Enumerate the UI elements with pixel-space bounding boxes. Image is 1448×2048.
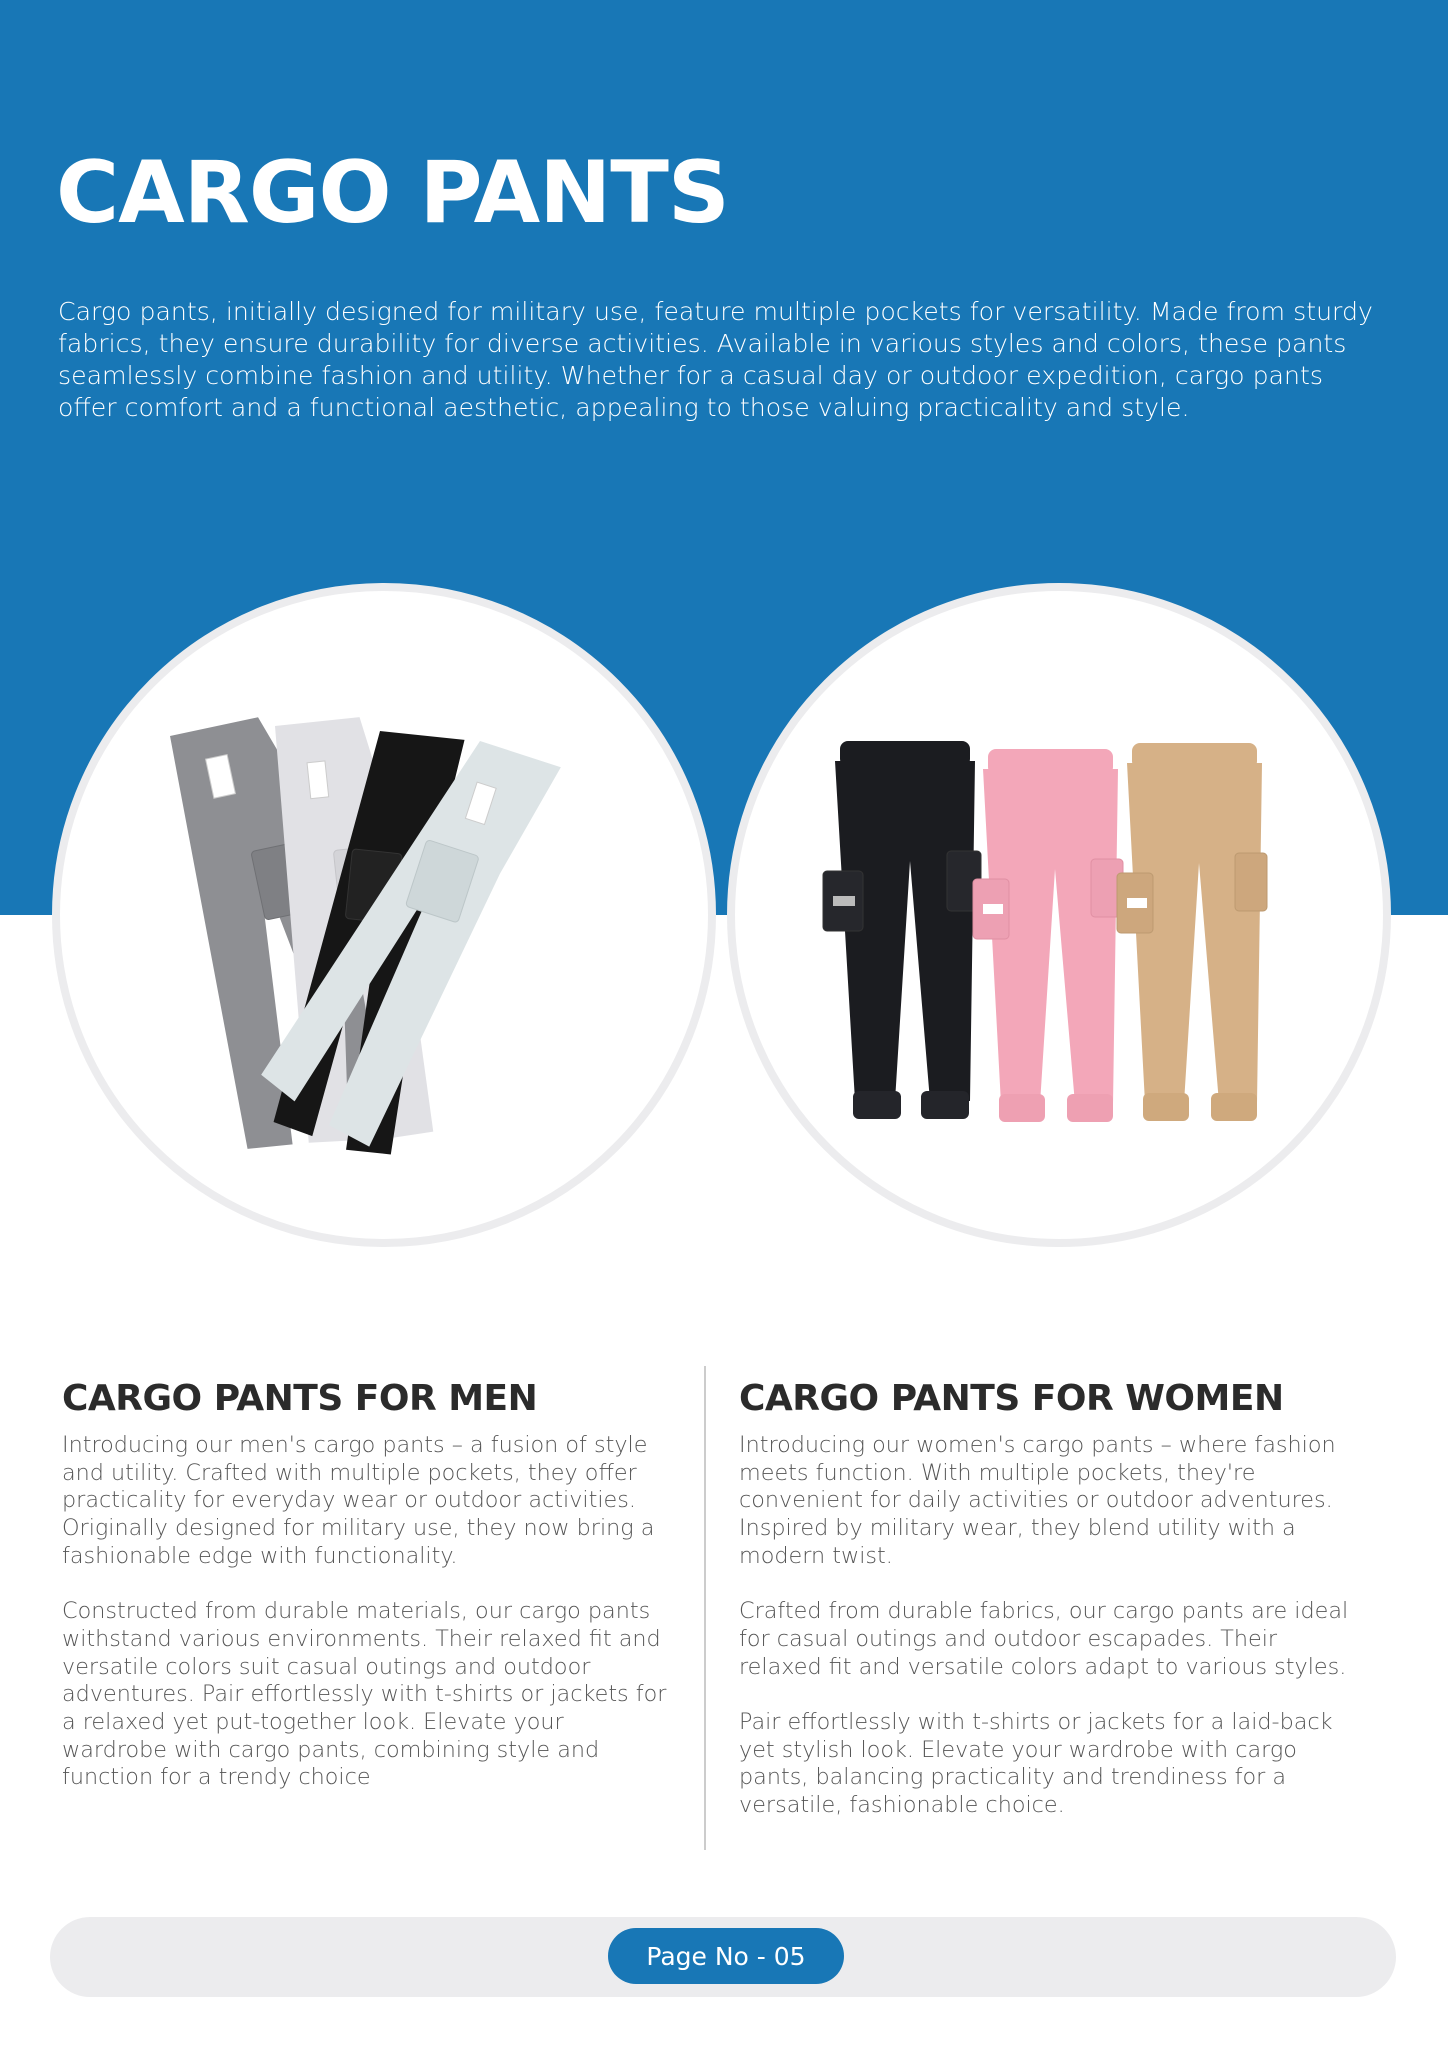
men-cargo-pants-photo-icon (60, 591, 708, 1239)
women-pant-black (823, 741, 981, 1119)
page-number-badge[interactable]: Page No - 05 (608, 1928, 844, 1984)
women-cargo-pants-image (727, 583, 1391, 1247)
women-cargo-pants-photo-icon (735, 591, 1383, 1239)
column-divider (704, 1366, 706, 1850)
women-section-body (739, 1432, 1359, 1848)
women-pant-pink (973, 749, 1123, 1122)
men-paragraph-2: Constructed from durable materials, our cargo pants withstand various environments. Their relaxed fit and versatile colors suit casual outings and outdoor adventures. Pair effortlessly with t-shirts or jackets for a relaxed yet put-together look. Elevate your wardrobe with cargo pants, combining style and function for a trendy choice (62, 1598, 667, 1791)
page-title: CARGO PANTS (56, 143, 729, 243)
women-pant-beige (1117, 743, 1267, 1121)
intro-paragraph: Cargo pants, initially designed for military use, feature multiple pockets for versatility. Made from sturdy fabrics, they ensure durability for diverse activities. Available in various styles and colors, these pants seamlessly combine fashion and utility. Whether for a casual day or outdoor expedition, cargo pants offer comfort and a functional aesthetic, appealing to those valuing practicality and style. (58, 297, 1373, 422)
women-paragraph-3: Pair effortlessly with t-shirts or jackets for a laid-back yet stylish look. Elevate your wardrobe with cargo pants, balancing practicality and trendiness for a versatile, fashionable choice. (739, 1709, 1333, 1819)
women-section-title: CARGO PANTS FOR WOMEN (739, 1378, 1284, 1419)
men-section-title: CARGO PANTS FOR MEN (62, 1378, 538, 1419)
men-paragraph-1: Introducing our men's cargo pants – a fusion of style and utility. Crafted with multiple pockets, they offer practicality for everyday wear or outdoor activities. Originally designed for military use, they now bring a fashionable edge with functionality. (62, 1432, 655, 1569)
women-paragraph-1: Introducing our women's cargo pants – where fashion meets function. With multiple pockets, they're convenient for daily activities or outdoor adventures. Inspired by military wear, they blend utility with a modern twist. (739, 1432, 1336, 1569)
women-paragraph-2: Crafted from durable fabrics, our cargo pants are ideal for casual outings and outdoor escapades. Their relaxed fit and versatile colors adapt to various styles. (739, 1598, 1349, 1680)
men-cargo-pants-image (52, 583, 716, 1247)
men-section-body (62, 1432, 672, 1820)
